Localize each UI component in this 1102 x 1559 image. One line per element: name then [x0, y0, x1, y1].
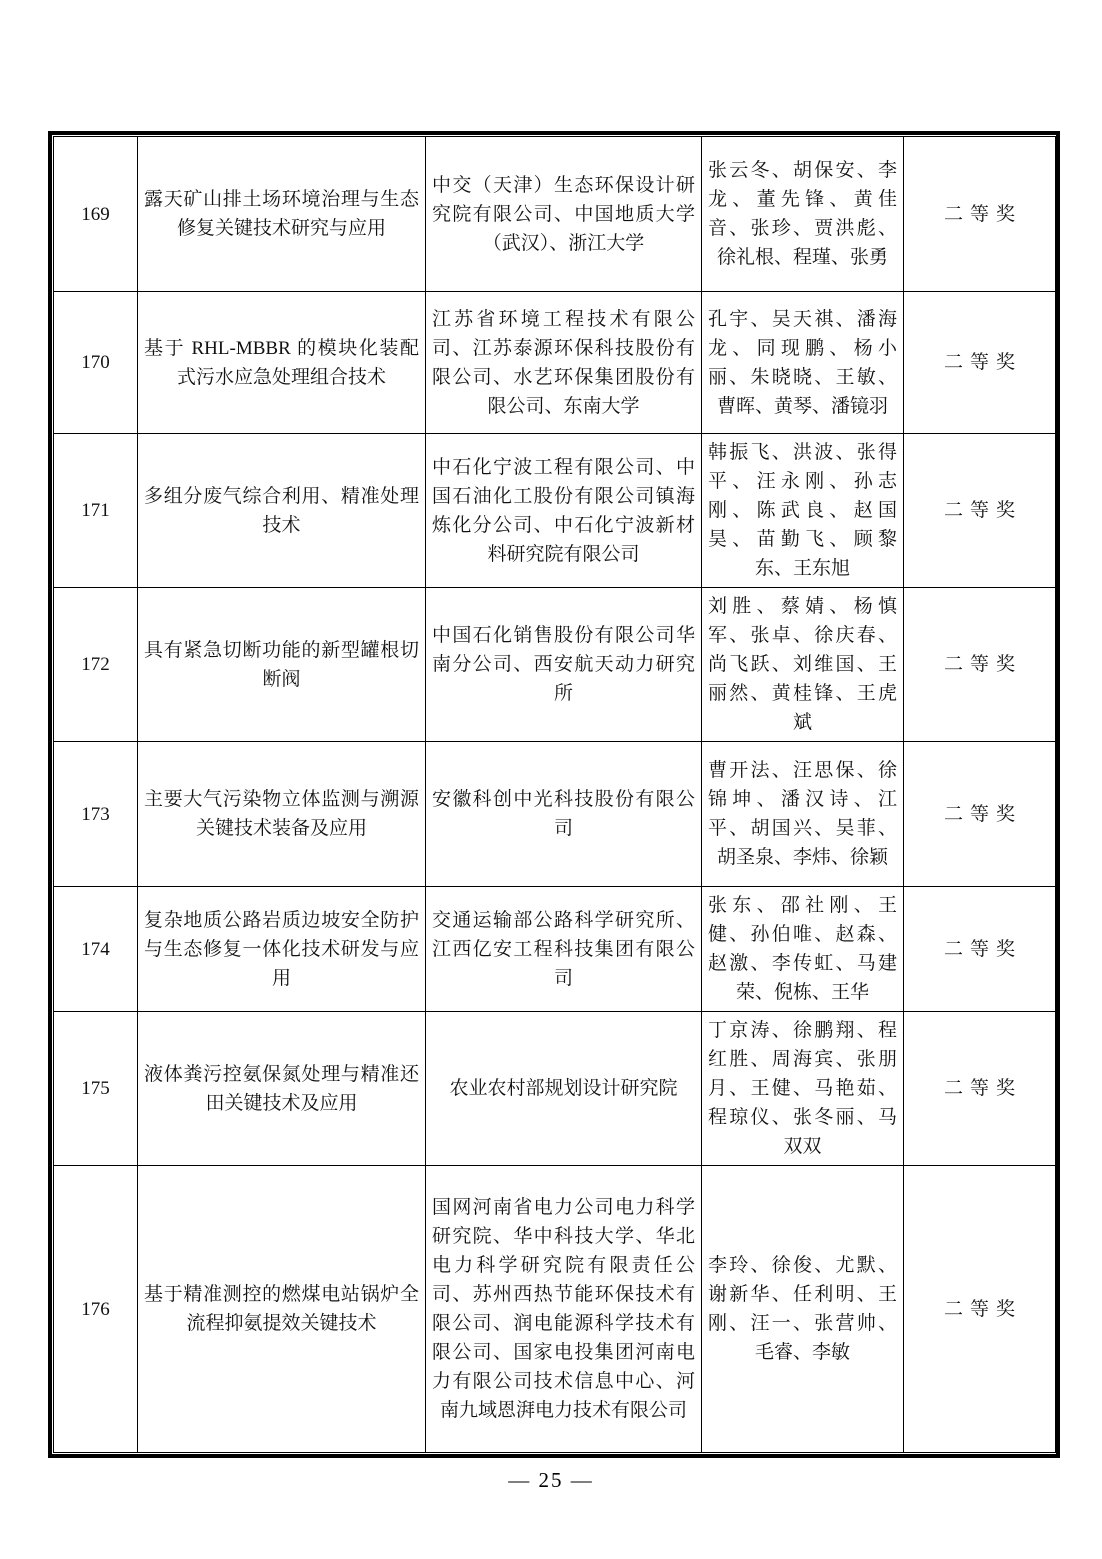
organizations: 国网河南省电力公司电力科学研究院、华中科技大学、华北电力科学研究院有限责任公司、苏州西热节能环保技术有限公司、润电能源科学技术有限公司、国家电投集团河南电力有限公司技术信息中心、河南九域恩湃电力技术有限公司 [426, 1166, 702, 1453]
award-level: 二等奖 [904, 742, 1056, 887]
project-title: 基于 RHL-MBBR 的模块化装配式污水应急处理组合技术 [138, 292, 426, 434]
awards-table-body [54, 137, 1056, 1453]
award-level: 二等奖 [904, 292, 1056, 434]
table-row [54, 434, 1056, 588]
row-number: 169 [54, 137, 138, 292]
project-title: 主要大气污染物立体监测与溯源关键技术装备及应用 [138, 742, 426, 887]
project-title: 多组分废气综合利用、精准处理技术 [138, 434, 426, 588]
page-number: — 25 — [508, 1468, 594, 1492]
table-row [54, 588, 1056, 742]
row-number: 171 [54, 434, 138, 588]
row-number: 175 [54, 1012, 138, 1166]
row-number: 174 [54, 887, 138, 1012]
project-title: 基于精准测控的燃煤电站锅炉全流程抑氨提效关键技术 [138, 1166, 426, 1453]
project-title: 复杂地质公路岩质边坡安全防护与生态修复一体化技术研发与应用 [138, 887, 426, 1012]
organizations: 安徽科创中光科技股份有限公司 [426, 742, 702, 887]
project-title: 液体粪污控氨保氮处理与精准还田关键技术及应用 [138, 1012, 426, 1166]
awardees: 孔宇、吴天祺、潘海龙、同现鹏、杨小丽、朱晓晓、王敏、曹晖、黄琴、潘镜羽 [702, 292, 904, 434]
organizations: 中国石化销售股份有限公司华南分公司、西安航天动力研究所 [426, 588, 702, 742]
award-level: 二等奖 [904, 887, 1056, 1012]
table-row [54, 742, 1056, 887]
organizations: 江苏省环境工程技术有限公司、江苏泰源环保科技股份有限公司、水艺环保集团股份有限公司、东南大学 [426, 292, 702, 434]
table-row [54, 292, 1056, 434]
organizations: 中石化宁波工程有限公司、中国石油化工股份有限公司镇海炼化分公司、中石化宁波新材料研究院有限公司 [426, 434, 702, 588]
awards-table [53, 136, 1056, 1453]
award-level: 二等奖 [904, 137, 1056, 292]
awardees: 曹开法、汪思保、徐锦坤、潘汉诗、江平、胡国兴、吴菲、胡圣泉、李炜、徐颖 [702, 742, 904, 887]
organizations: 交通运输部公路科学研究所、江西亿安工程科技集团有限公司 [426, 887, 702, 1012]
award-level: 二等奖 [904, 588, 1056, 742]
table-row [54, 1012, 1056, 1166]
table-row [54, 887, 1056, 1012]
row-number: 170 [54, 292, 138, 434]
row-number: 172 [54, 588, 138, 742]
award-level: 二等奖 [904, 1166, 1056, 1453]
awardees: 韩振飞、洪波、张得平、汪永刚、孙志刚、陈武良、赵国昊、苗勤飞、顾黎东、王东旭 [702, 434, 904, 588]
project-title: 具有紧急切断功能的新型罐根切断阀 [138, 588, 426, 742]
awardees: 张东、邵社刚、王健、孙伯唯、赵森、赵激、李传虹、马建荣、倪栋、王华 [702, 887, 904, 1012]
award-level: 二等奖 [904, 1012, 1056, 1166]
table-row [54, 137, 1056, 292]
awardees: 张云冬、胡保安、李龙、董先锋、黄佳音、张珍、贾洪彪、徐礼根、程瑾、张勇 [702, 137, 904, 292]
awardees: 丁京涛、徐鹏翔、程红胜、周海宾、张朋月、王健、马艳茹、程琼仪、张冬丽、马双双 [702, 1012, 904, 1166]
row-number: 173 [54, 742, 138, 887]
organizations: 中交（天津）生态环保设计研究院有限公司、中国地质大学（武汉）、浙江大学 [426, 137, 702, 292]
award-level: 二等奖 [904, 434, 1056, 588]
organizations: 农业农村部规划设计研究院 [426, 1012, 702, 1166]
project-title: 露天矿山排土场环境治理与生态修复关键技术研究与应用 [138, 137, 426, 292]
awards-table-frame [48, 131, 1060, 1458]
awardees: 李玲、徐俊、尤默、谢新华、任利明、王刚、汪一、张营帅、毛睿、李敏 [702, 1166, 904, 1453]
row-number: 176 [54, 1166, 138, 1453]
table-row [54, 1166, 1056, 1453]
awardees: 刘胜、蔡婧、杨慎军、张卓、徐庆春、尚飞跃、刘维国、王丽然、黄桂锋、王虎斌 [702, 588, 904, 742]
